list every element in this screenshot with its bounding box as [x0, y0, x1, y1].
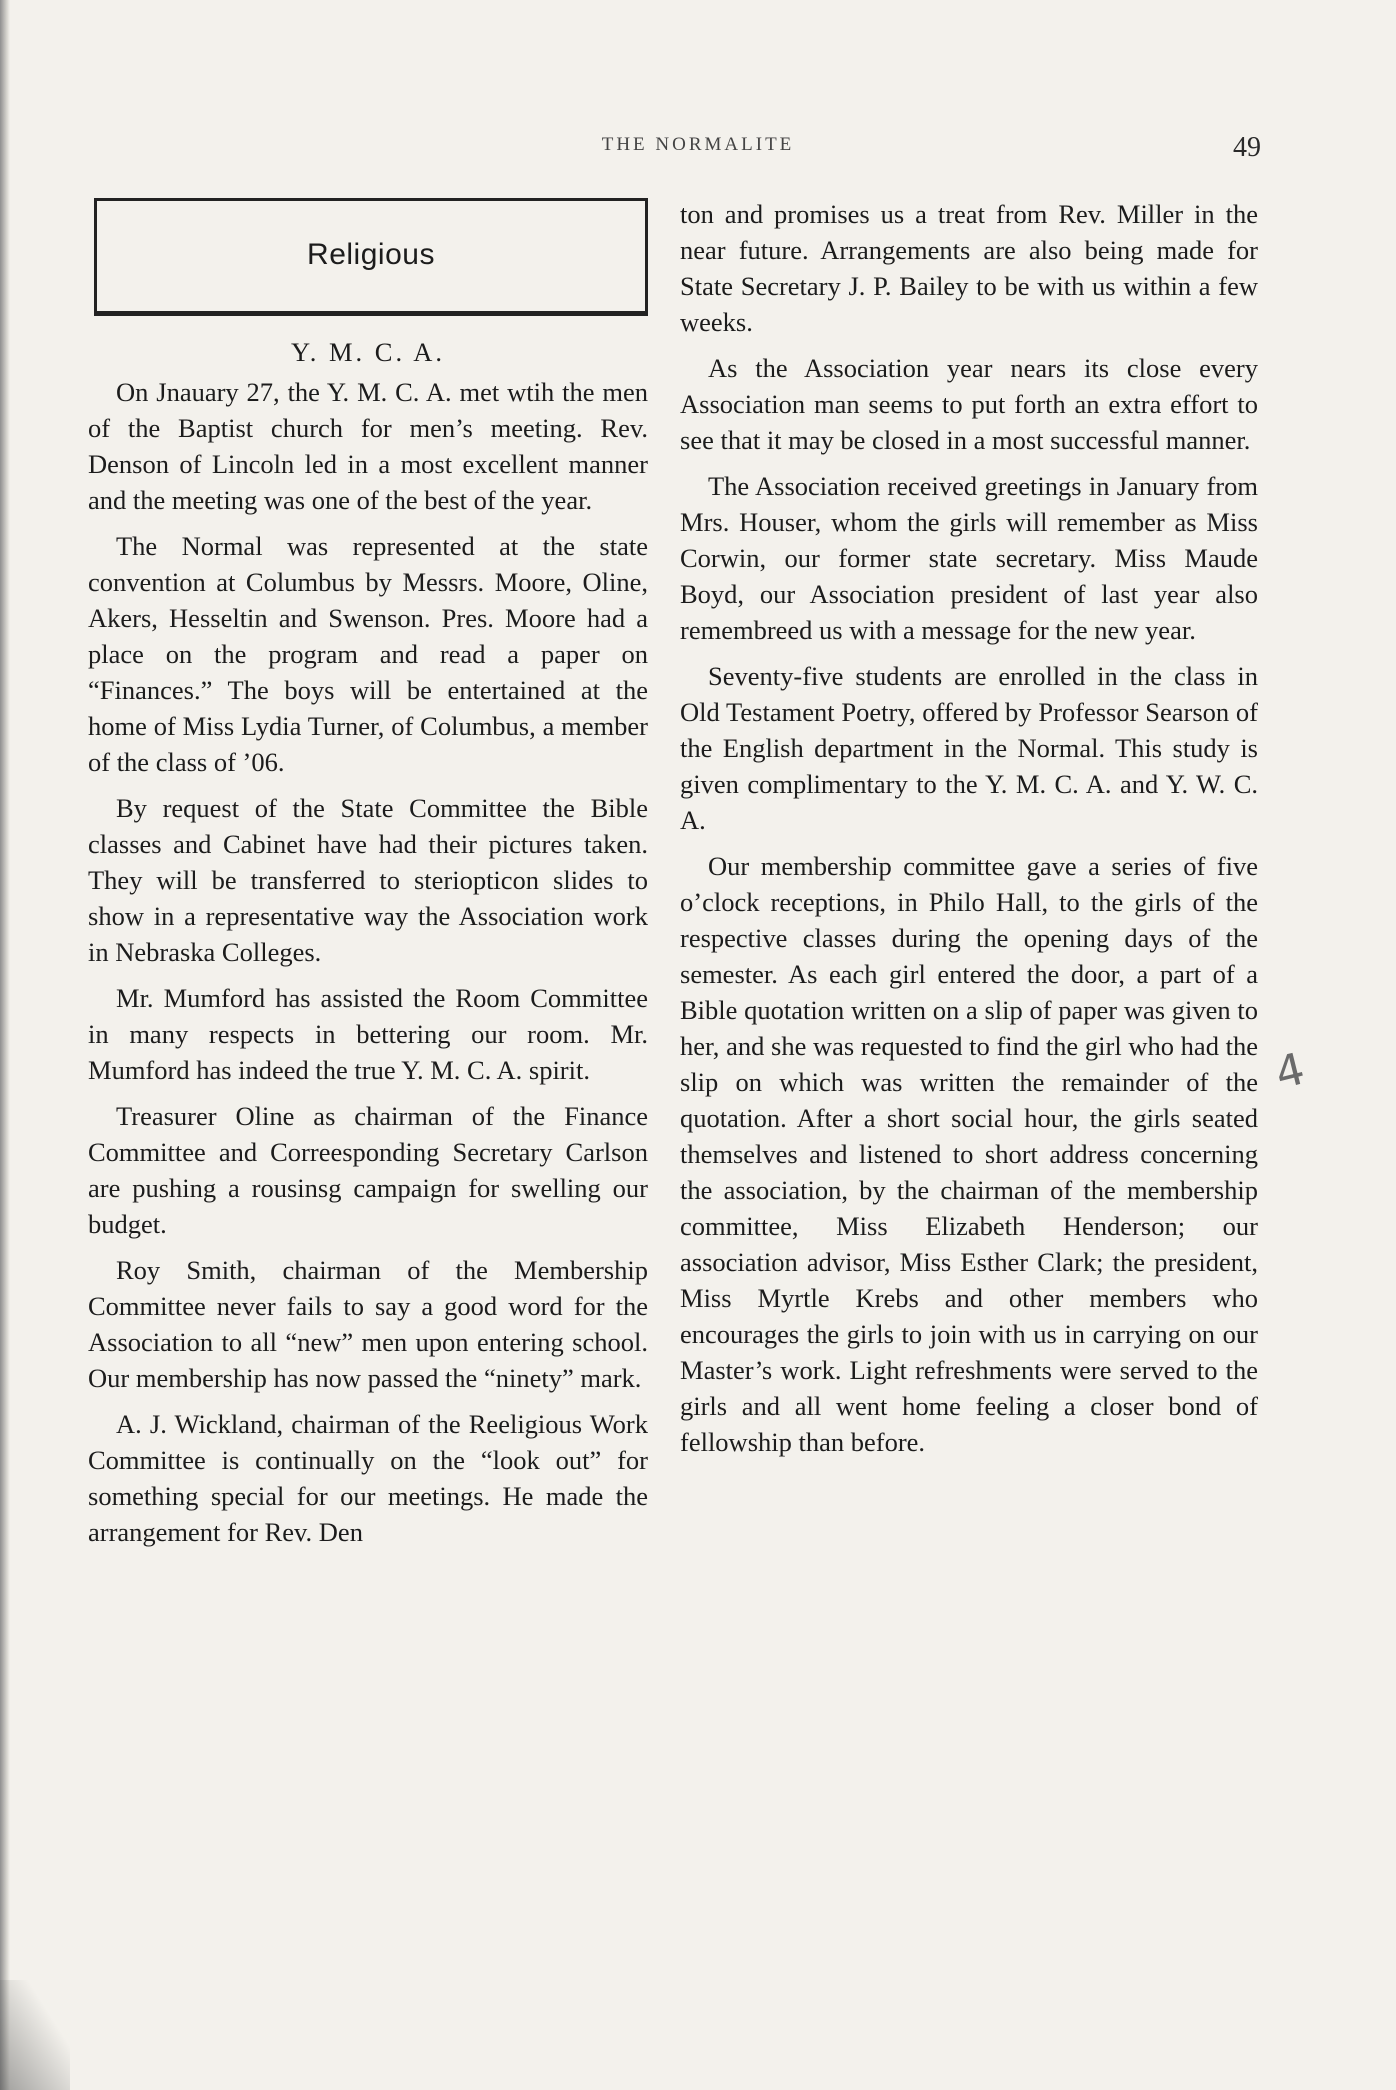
section-title: Religious [307, 238, 435, 271]
page-edge-shadow [0, 0, 10, 2090]
paragraph-religious-work: A. J. Wickland, chairman of the Reeligious Work Committee is continually on the “look out” for something special for our meetings. He made the arrangement for Rev. Den [88, 1409, 648, 1547]
paragraph-room-committee: Mr. Mumford has assisted the Room Committee in many respects in bettering our room. Mr. Mumford has indeed the true Y. M. C. A. spirit. [88, 983, 648, 1085]
paragraph-association-year: As the Association year nears its close every Association man seems to put forth an extra effort to see that it may be closed in a most successful manner. [680, 353, 1258, 455]
handwritten-margin-mark: 4 [1270, 1043, 1310, 1100]
section-heading-box [94, 198, 648, 316]
paragraph-receptions: Our membership committee gave a series of five o’clock receptions, in Philo Hall, to the girls of the respective classes during the opening days of the semester. As each girl entered the door, a part of a Bible quotation written on a slip of paper was given to her, and she was requested to find the girl who had the slip on which was written the remainder of the quotation. After a short social hour, the girls seated themselves and listened to short address concerning the association, by the chairman of the membership committee, Miss Elizabeth Henderson; our association advisor, Miss Esther Clark; the president, Miss Myrtle Krebs and other members who encourages the girls to join with us in carrying on our Master’s work. Light refreshments were served to the girls and all went home feeling a closer bond of fellowship than before. [680, 851, 1258, 1457]
paragraph-baptist-meeting: On Jnauary 27, the Y. M. C. A. met wtih the men of the Baptist church for men’s meeting. Rev. Denson of Lincoln led in a most excellent manner and the meeting was one of the best of the year. [88, 377, 648, 515]
right-column [680, 196, 1258, 1470]
ymca-subheading: Y. M. C. A. [290, 337, 445, 367]
page-number: 49 [1233, 132, 1261, 163]
paragraph-bible-classes: By request of the State Committee the Bible classes and Cabinet have had their pictures taken. They will be transferred to steriopticon slides to show in a representative way the Association work in Nebraska Colleges. [88, 793, 648, 967]
paragraph-old-testament-class: Seventy-five students are enrolled in the class in Old Testament Poetry, offered by Professor Searson of the English department in the Normal. This study is given complimentary to the Y. M. C. A. and Y. W. C. A. [680, 661, 1258, 835]
paragraph-membership-committee: Roy Smith, chairman of the Membership Committee never fails to say a good word for the Association to all “new” men upon entering school. Our membership has now passed the “ninety” mark. [88, 1255, 648, 1393]
paragraph-finance-committee: Treasurer Oline as chairman of the Finance Committee and Correesponding Secretary Carlson are pushing a rousinsg campaign for swelling our budget. [88, 1101, 648, 1239]
left-column [88, 196, 648, 1560]
page-corner-shadow [0, 1980, 70, 2090]
paragraph-greetings: The Association received greetings in January from Mrs. Houser, whom the girls will remember as Miss Corwin, our former state secretary. Miss Maude Boyd, our Association president of last year also remembreed us with a message for the new year. [680, 471, 1258, 645]
paragraph-state-convention: The Normal was represented at the state convention at Columbus by Messrs. Moore, Oline, Akers, Hesseltin and Swenson. Pres. Moore had a place on the program and read a paper on “Finances.” The boys will be entertained at the home of Miss Lydia Turner, of Columbus, a member of the class of ’06. [88, 531, 648, 777]
paragraph-continuation: ton and promises us a treat from Rev. Miller in the near future. Arrangements are also being made for State Secretary J. P. Bailey to be with us within a few weeks. [680, 199, 1258, 337]
running-head: THE NORMALITE [601, 134, 795, 155]
